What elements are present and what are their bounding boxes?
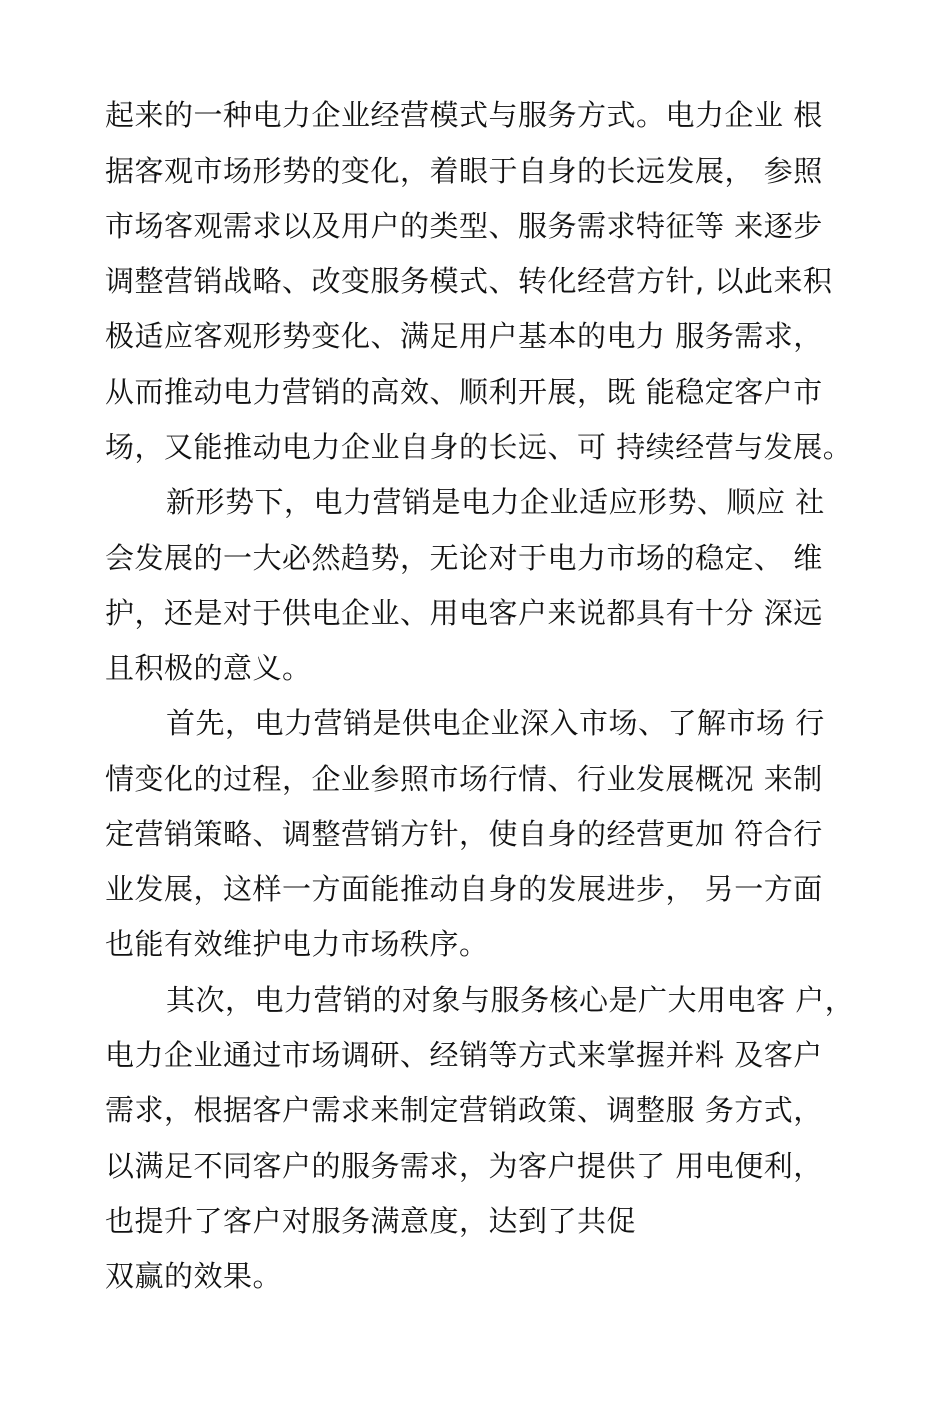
- text-line: 新形势下，电力营销是电力企业适应形势、顺应 社: [166, 485, 825, 519]
- text-line: 也提升了客户对服务满意度，达到了共促: [105, 1204, 637, 1238]
- text-line: 会发展的一大必然趋势，无论对于电力市场的稳定、 维: [105, 541, 823, 575]
- text-line: 需求，根据客户需求来制定营销政策、调整服 务方式，: [105, 1093, 823, 1127]
- text-line: 极适应客观形势变化、满足用户基本的电力 服务需求，: [105, 319, 823, 353]
- text-line: 起来的一种电力企业经营模式与服务方式。电力企业 根: [105, 98, 823, 132]
- text-line: 护，还是对于供电企业、用电客户来说都具有十分 深远: [105, 596, 823, 630]
- text-line: 据客观市场形势的变化，着眼于自身的长远发展， 参照: [105, 154, 823, 188]
- text-line: 场，又能推动电力企业自身的长远、可 持续经营与发展。: [105, 430, 853, 464]
- text-line: 定营销策略、调整营销方针，使自身的经营更加 符合行: [105, 817, 823, 851]
- text-line: 电力企业通过市场调研、经销等方式来掌握并料 及客户: [105, 1038, 823, 1072]
- text-line: 市场客观需求以及用户的类型、服务需求特征等 来逐步: [105, 209, 823, 243]
- text-line: 调整营销战略、改变服务模式、转化经营方针, 以此来积: [105, 264, 833, 298]
- text-line: 业发展，这样一方面能推动自身的发展进步， 另一方面: [105, 872, 823, 906]
- text-line: 双赢的效果。: [105, 1259, 283, 1293]
- text-line: 首先，电力营销是供电企业深入市场、了解市场 行: [166, 706, 825, 740]
- text-line: 其次，电力营销的对象与服务核心是广大用电客 户，: [166, 983, 855, 1017]
- text-line: 且积极的意义。: [105, 651, 312, 685]
- text-line: 从而推动电力营销的高效、顺利开展，既 能稳定客户市: [105, 375, 823, 409]
- text-line: 以满足不同客户的服务需求，为客户提供了 用电便利，: [105, 1149, 823, 1183]
- text-line: 也能有效维护电力市场秩序。: [105, 927, 489, 961]
- text-line: 情变化的过程，企业参照市场行情、行业发展概况 来制: [105, 762, 823, 796]
